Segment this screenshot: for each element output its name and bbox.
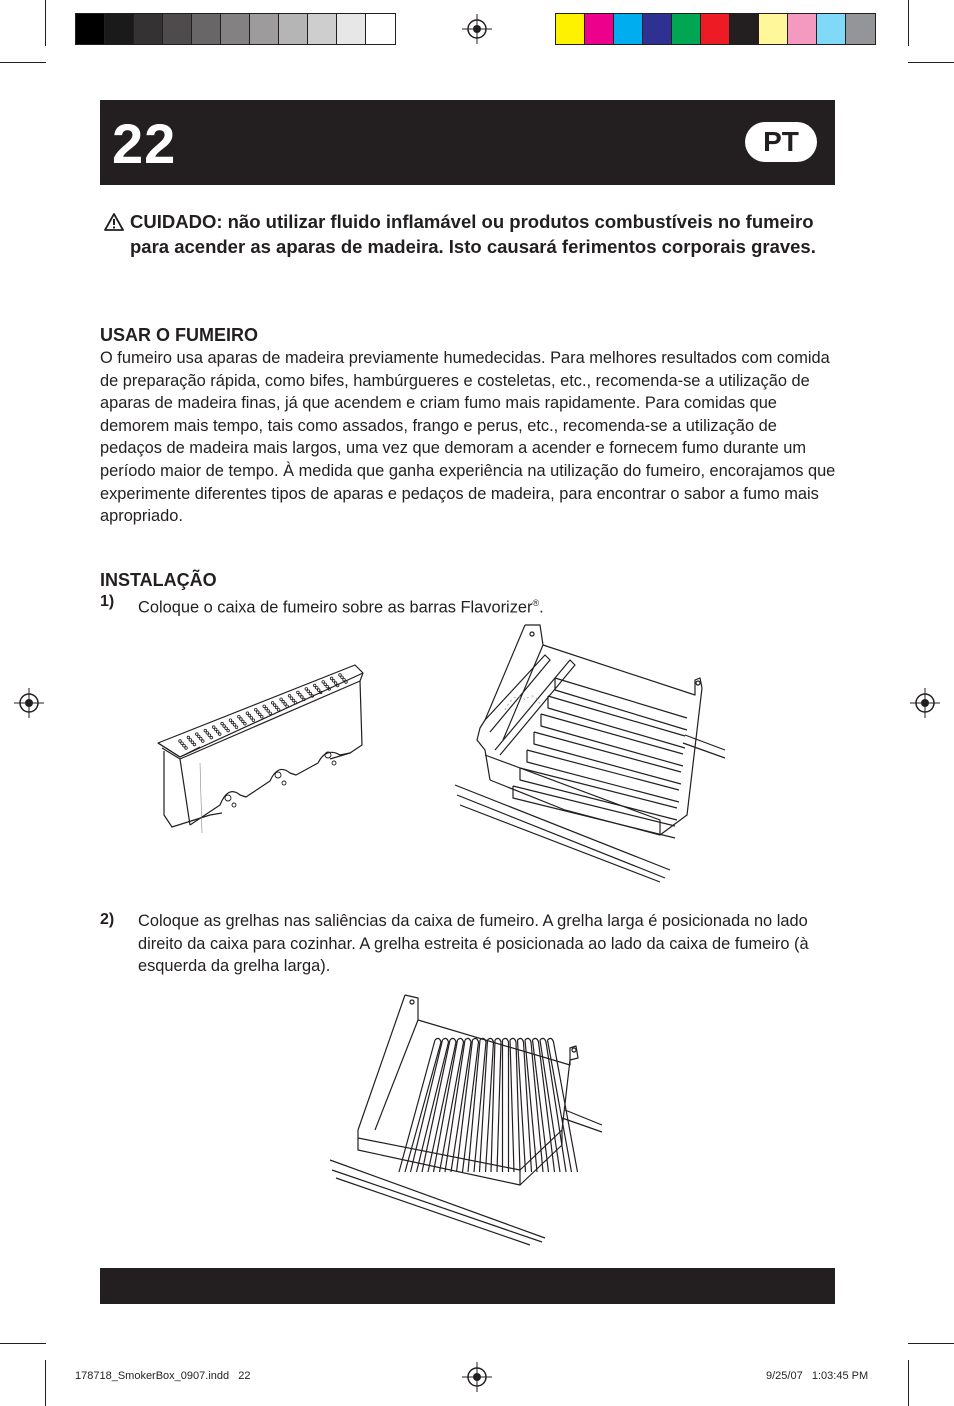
color-swatch [585,14,614,44]
step-number: 2) [100,911,115,928]
language-badge: PT [745,122,817,162]
color-swatch [221,14,250,44]
crop-mark [908,1343,954,1344]
smoker-box-with-grates-illustration [330,990,605,1245]
color-swatch [643,14,672,44]
color-swatch [250,14,279,44]
color-swatch [163,14,192,44]
print-slug-timestamp: 9/25/07 1:03:45 PM [766,1370,869,1382]
crop-mark [908,0,909,46]
crop-mark [908,1360,909,1406]
registered-mark: ® [532,598,540,608]
caution-warning [100,210,835,259]
color-swatch [730,14,759,44]
page-footer-bar [100,1268,835,1304]
section-body-fumeiro: O fumeiro usa aparas de madeira previamente humedecidas. Para melhores resultados com comida de preparação rápida, como bifes, hambúrgueres e costeletas, etc., recomenda-se a utilização de aparas de madeira finas, já que acendem e criam fumo mais rapidamente. Para comidas que demorem mais tempo, tais como assados, frango e perus, etc., recomenda-se a utilização de pedaços de madeira mais largos, uma vez que demoram a acender e fornecem fumo durante um período maior de tempo. À medida que ganha experiência na utilização do fumeiro, encorajamos que experimente diferentes tipos de aparas e pedaços de madeira, para encontrar o sabor a fumo mais apropriado. [100,349,836,526]
crop-mark [45,0,46,46]
color-swatch [556,14,585,44]
color-swatch [337,14,366,44]
page-number: 22 [112,112,177,175]
crop-mark [908,62,954,63]
color-swatch [846,14,875,44]
color-swatch [614,14,643,44]
color-swatch [76,14,105,44]
crop-mark [0,1343,46,1344]
color-swatch [701,14,730,44]
section-heading-instalacao: INSTALAÇÃO [100,570,217,590]
warning-triangle-icon [104,213,124,231]
step-text-main: Coloque o caixa de fumeiro sobre as barras Flavorizer [138,598,533,617]
grayscale-color-bar [75,13,396,45]
color-swatch [817,14,846,44]
registration-mark-icon [462,1362,492,1392]
color-swatch [672,14,701,44]
section-heading-fumeiro: USAR O FUMEIRO [100,325,259,345]
smoker-box-illustration [150,655,370,835]
registration-mark-icon [14,688,44,718]
crop-mark [0,62,46,63]
step-text-end: . [539,598,544,617]
registration-mark-icon [462,14,492,44]
page-header-bar [100,100,835,185]
smoker-box-on-flavorizer-bars-illustration [455,620,730,875]
crop-mark [45,1360,46,1406]
color-swatch [308,14,337,44]
step-text [138,592,544,619]
process-color-bar [555,13,876,45]
color-swatch [366,14,395,44]
caution-text: CUIDADO: não utilizar fluido inflamável ou produtos combustíveis no fumeiro para acender as aparas de madeira. Isto causará ferimentos corporais graves. [130,211,816,257]
color-swatch [105,14,134,44]
color-swatch [192,14,221,44]
step-text: Coloque as grelhas nas saliências da caixa de fumeiro. A grelha larga é posicionada no lado direito da caixa para cozinhar. A grelha estreita é posicionada ao lado da caixa de fumeiro (à esquerda da grelha larga). [138,912,809,976]
color-swatch [759,14,788,44]
registration-mark-icon [910,688,940,718]
color-swatch [788,14,817,44]
color-swatch [134,14,163,44]
step-number: 1) [100,593,115,610]
print-slug-filename: 178718_SmokerBox_0907.indd 22 [75,1370,251,1382]
color-swatch [279,14,308,44]
